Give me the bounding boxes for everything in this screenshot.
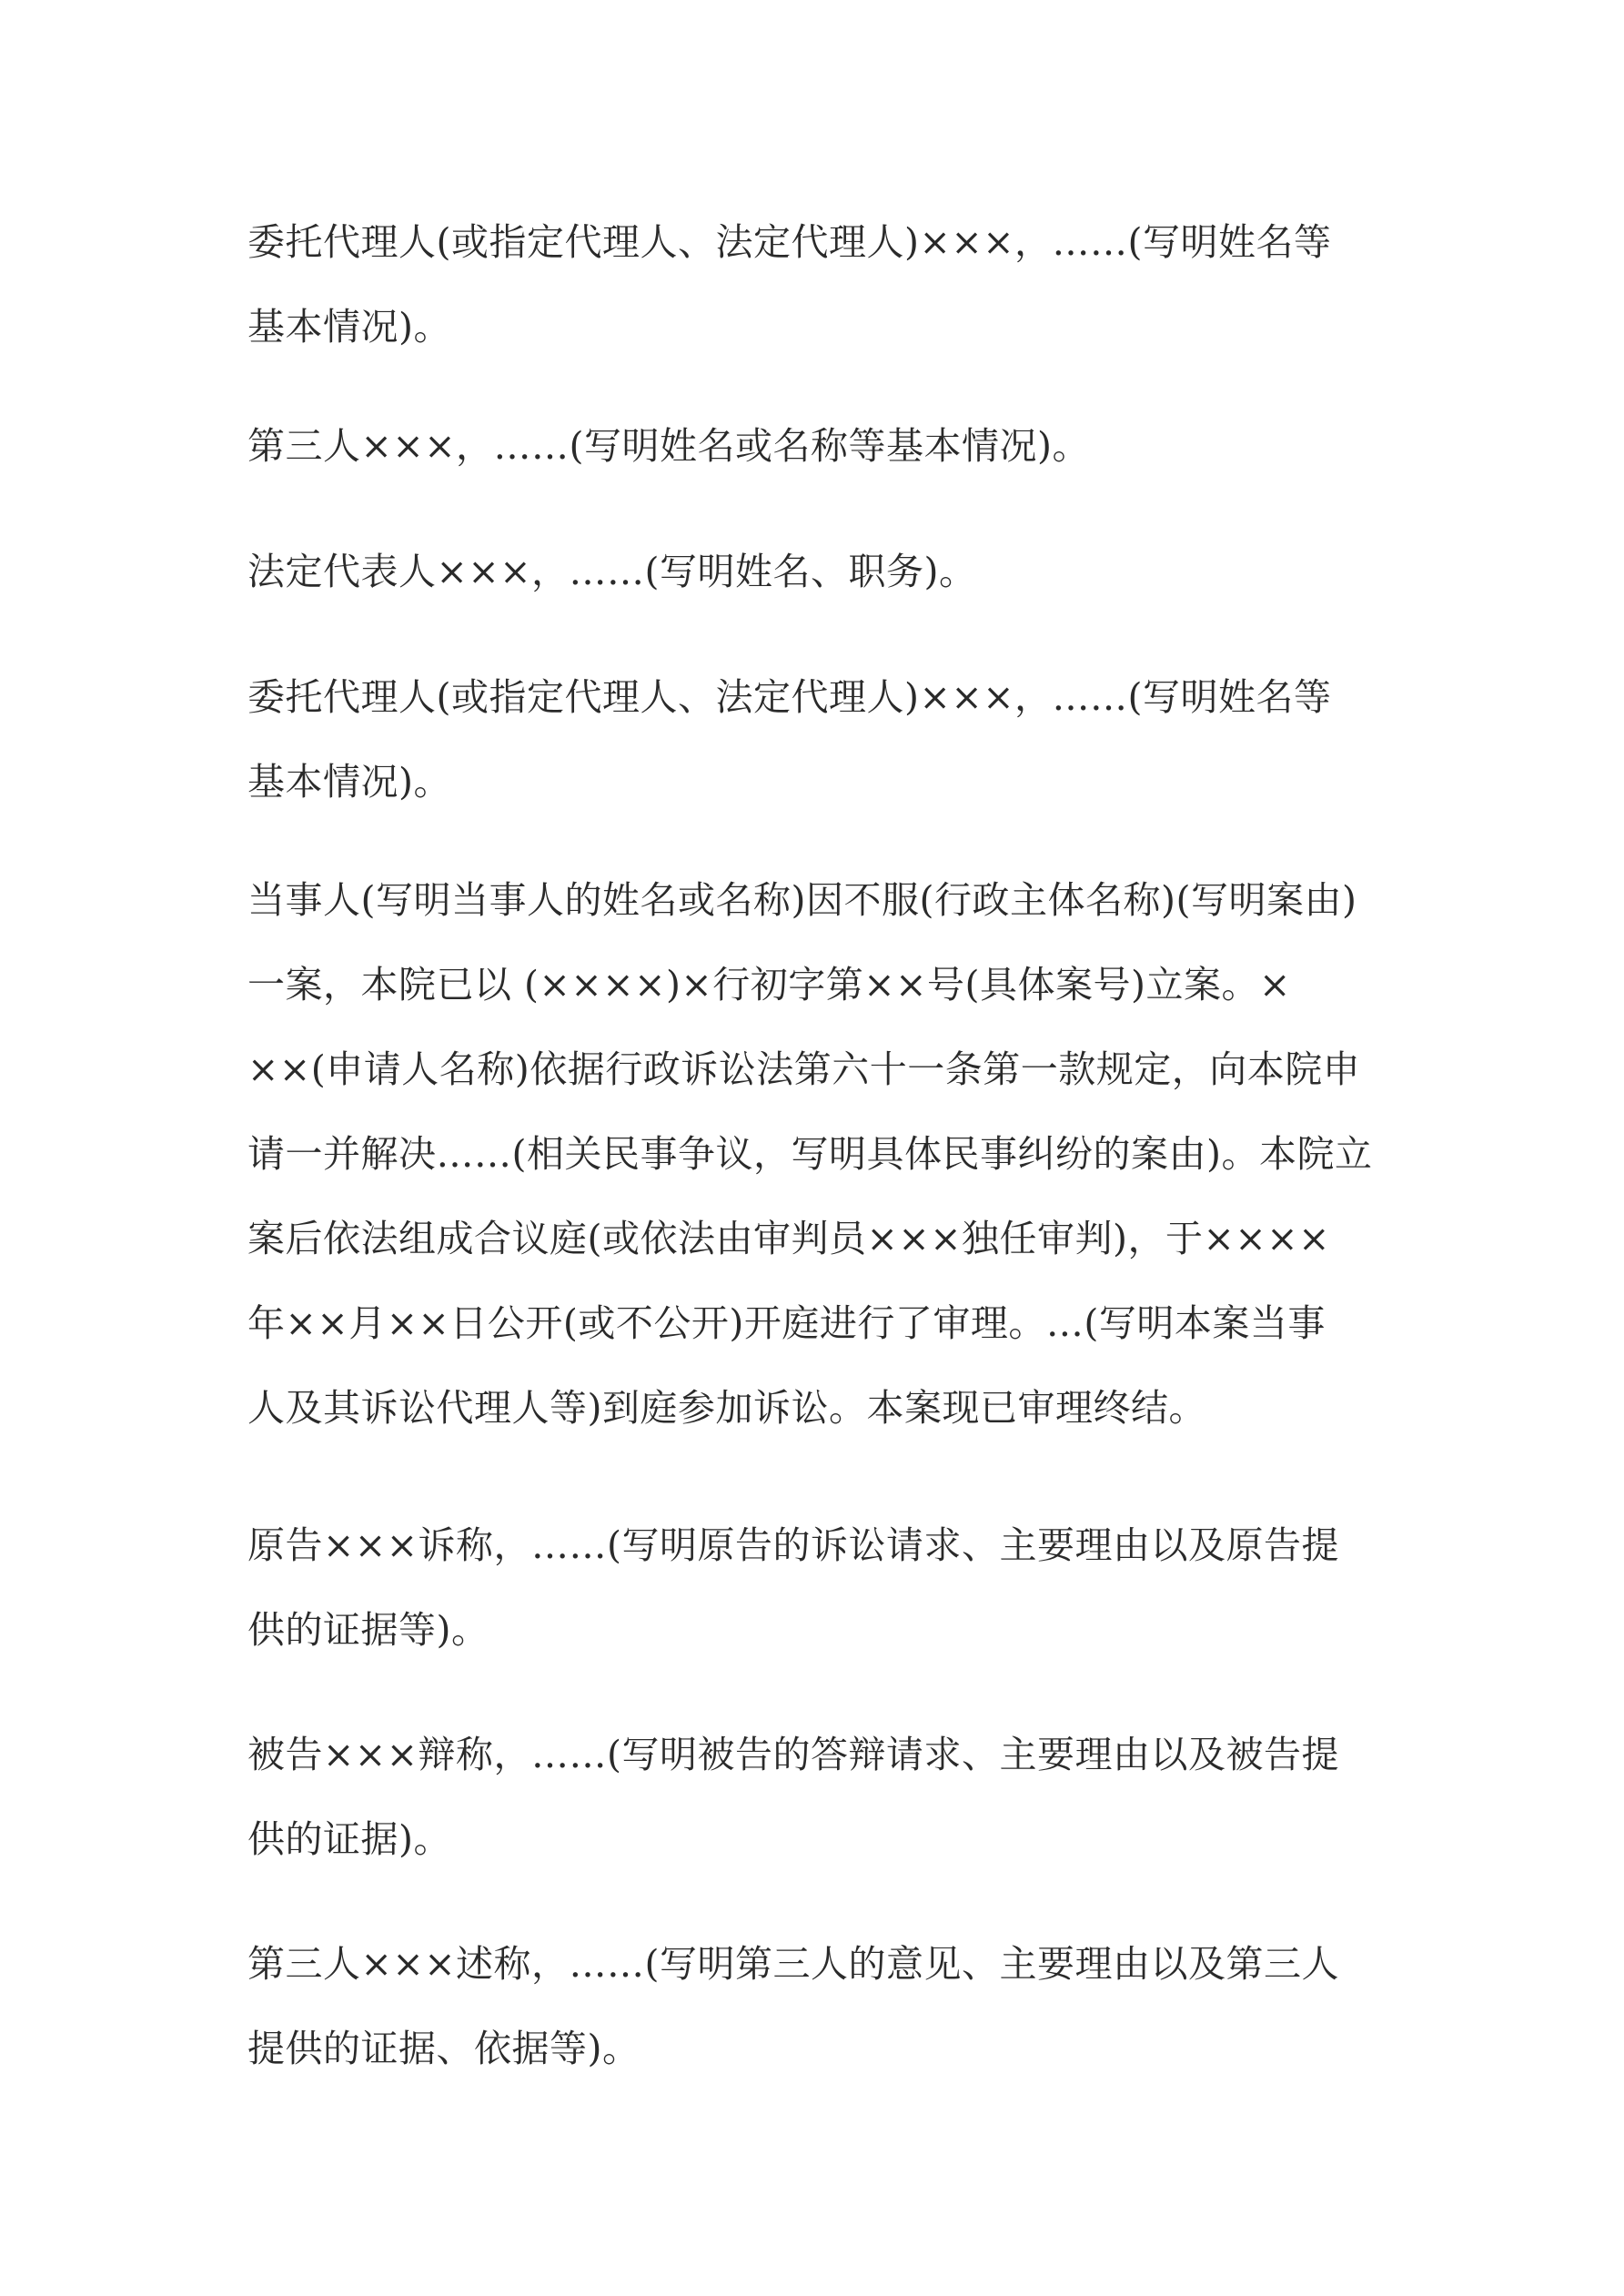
paragraph-plaintiff-claim (247, 1503, 1396, 1673)
text-line: 人及其诉讼代理人等)到庭参加诉讼。本案现已审理终结。 (247, 1386, 1206, 1430)
paragraph-agent-2 (247, 655, 1396, 824)
text-line: 第三人×××，……(写明姓名或名称等基本情况)。 (247, 424, 1091, 468)
text-line: 委托代理人(或指定代理人、法定代理人)×××，……(写明姓名等 (247, 675, 1332, 719)
text-line: 供的证据等)。 (247, 1608, 489, 1652)
text-line: 提供的证据、依据等)。 (247, 2027, 641, 2070)
paragraph-case-summary (247, 858, 1396, 1451)
paragraph-third-party (247, 404, 1396, 489)
text-line: 被告×××辩称，……(写明被告的答辩请求、主要理由以及被告提 (247, 1733, 1340, 1776)
text-line: 请一并解决……(相关民事争议，写明具体民事纠纷的案由)。本院立 (247, 1132, 1373, 1176)
text-line: ××(申请人名称)依据行政诉讼法第六十一条第一款规定，向本院申 (247, 1047, 1361, 1091)
text-line: 第三人×××述称，……(写明第三人的意见、主要理由以及第三人 (247, 1942, 1340, 1986)
text-line: 案后依法组成合议庭(或依法由审判员×××独任审判)，于×××× (247, 1217, 1330, 1260)
paragraph-legal-representative (247, 530, 1396, 614)
text-line: 基本情况)。 (247, 760, 451, 804)
text-line: 一案，本院已以 (××××)×行初字第××号(具体案号)立案。× (247, 963, 1291, 1006)
text-line: 基本情况)。 (247, 305, 451, 349)
text-line: 原告×××诉称，……(写明原告的诉讼请求、主要理由以及原告提 (247, 1523, 1340, 1567)
text-line: 法定代表人×××，……(写明姓名、职务)。 (247, 550, 977, 593)
text-line: 当事人(写明当事人的姓名或名称)因不服(行政主体名称)(写明案由) (247, 878, 1357, 922)
paragraph-third-party-statement (247, 1922, 1396, 2091)
text-line: 年××月××日公开(或不公开)开庭进行了审理。…(写明本案当事 (247, 1301, 1326, 1345)
paragraph-agent-1 (247, 200, 1396, 369)
text-line: 委托代理人(或指定代理人、法定代理人)×××，……(写明姓名等 (247, 220, 1332, 264)
paragraph-defendant-reply (247, 1713, 1396, 1882)
text-line: 供的证据)。 (247, 1817, 451, 1861)
